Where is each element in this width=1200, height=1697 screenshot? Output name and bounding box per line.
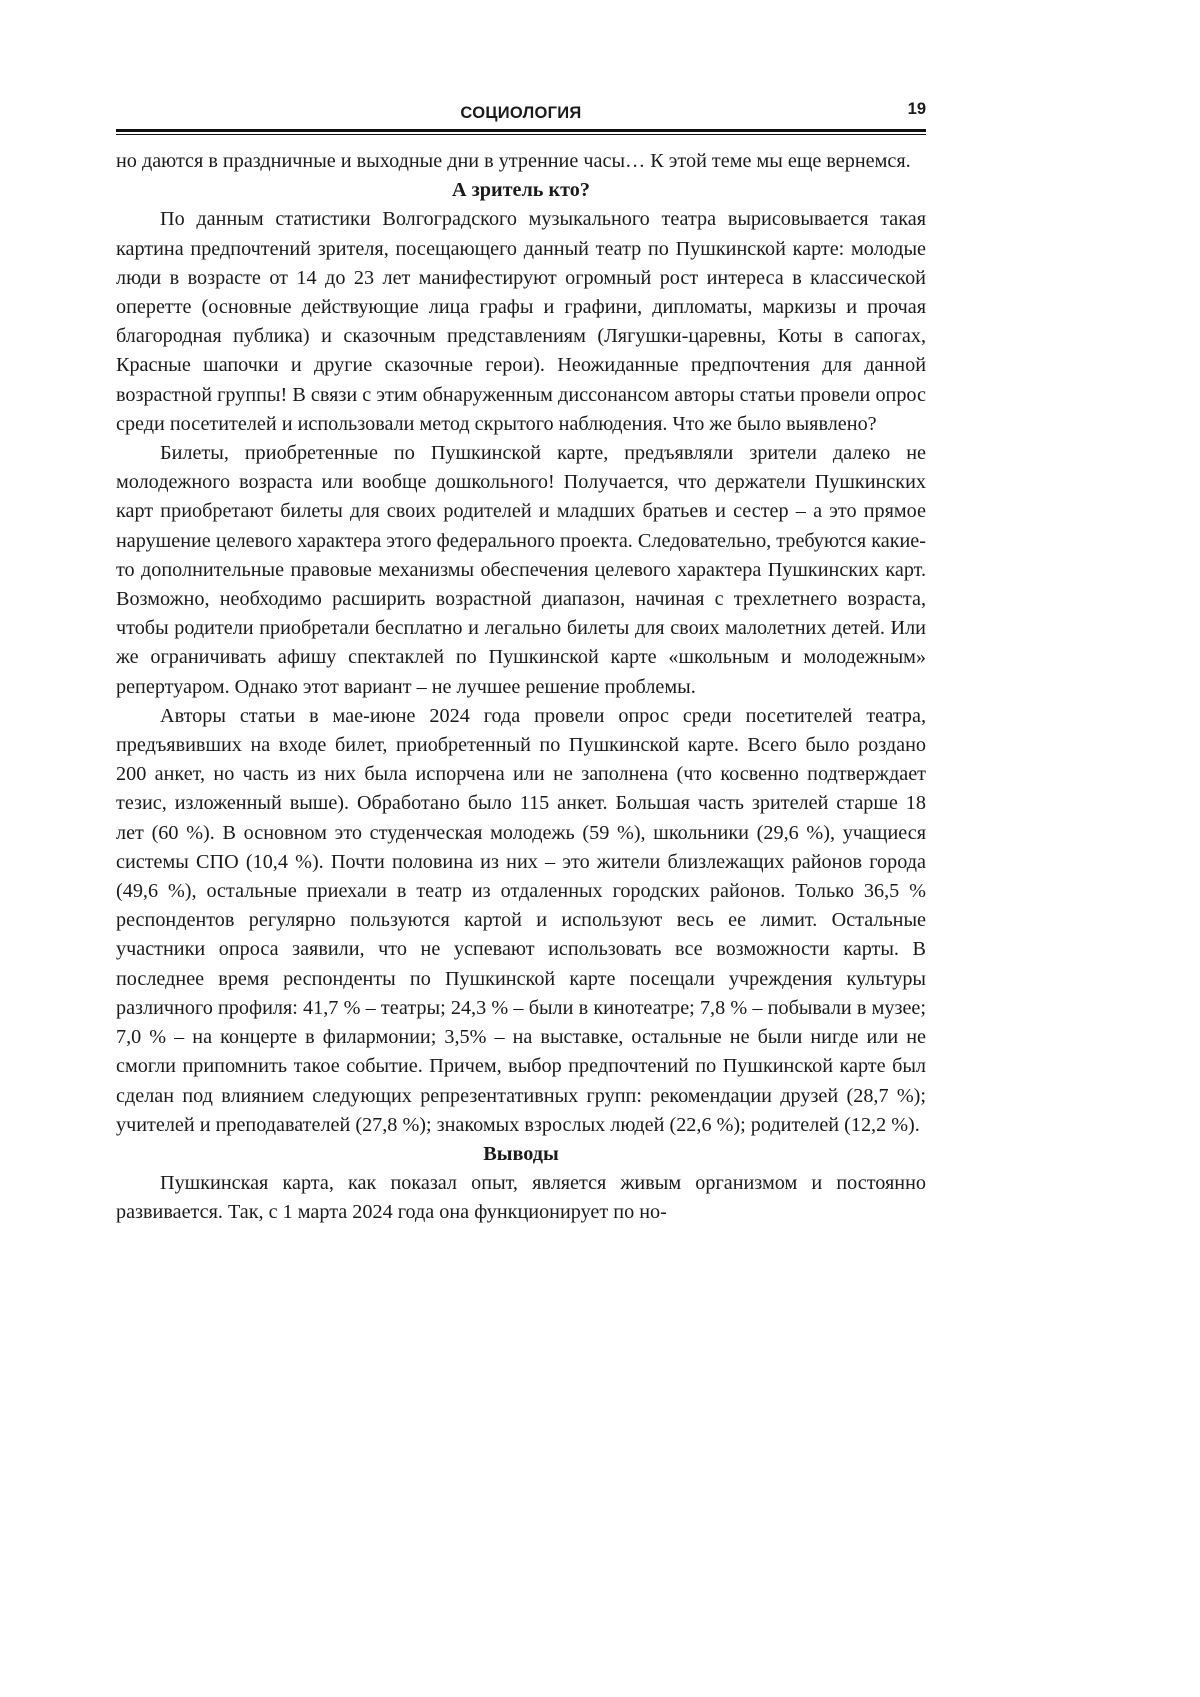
article-body (116, 147, 926, 1228)
section-title: СОЦИОЛОГИЯ (460, 104, 582, 122)
journal-page (116, 96, 926, 1228)
paragraph-continued: но даются в праздничные и выходные дни в утренние часы… К этой теме мы еще вернемся. (116, 150, 911, 172)
subheading-audience: А зритель кто? (452, 179, 590, 202)
page-number: 19 (907, 100, 926, 118)
running-header (116, 96, 926, 126)
paragraph-tickets: Билеты, приобретенные по Пушкинской карте, предъявляли зрители далеко не молодежного возраста или вообще дошкольного! Получается, что держатели Пушкинских карт приобретают билеты для своих родителей и младших братьев и сестер – а это прямое нарушение целевого характера этого федерального проекта. Следовательно, требуются какие-то дополнительные правовые механизмы обеспечения целевого характера Пушкинских карт. Возможно, необходимо расширить возрастной диапазон, начиная с трехлетнего возраста, чтобы родители приобретали бесплатно и легально билеты для своих малолетних детей. Или же ограничивать афишу спектаклей по Пушкинской карте «школьным и молодежным» репертуаром. Однако этот вариант – не лучшее решение проблемы. (116, 442, 926, 698)
paragraph-statistics: По данным статистики Волгоградского музыкального театра вырисовывается такая картина предпочтений зрителя, посещающего данный театр по Пушкинской карте: молодые люди в возрасте от 14 до 23 лет манифестируют огромный рост интереса в классической оперетте (основные действующие лица графы и графини, дипломаты, маркизы и прочая благородная публика) и сказочным представлениям (Лягушки-царевны, Коты в сапогах, Красные шапочки и другие сказочные герои). Неожиданные предпочтения для данной возрастной группы! В связи с этим обнаруженным диссонансом авторы статьи провели опрос среди посетителей и использовали метод скрытого наблюдения. Что же было выявлено? (116, 208, 926, 435)
paragraph-survey: Авторы статьи в мае-июне 2024 года провели опрос среди посетителей театра, предъявивших на входе билет, приобретенный по Пушкинской карте. Всего было роздано 200 анкет, но часть из них была испорчена или не заполнена (что косвенно подтверждает тезис, изложенный выше). Обработано было 115 анкет. Большая часть зрителей старше 18 лет (60 %). В основном это студенческая молодежь (59 %), школьники (29,6 %), учащиеся системы СПО (10,4 %). Почти половина из них – это жители близлежащих районов города (49,6 %), остальные приехали в театр из отдаленных городских районов. Только 36,5 % респондентов регулярно пользуются картой и используют весь ее лимит. Остальные участники опроса заявили, что не успевают использовать все возможности карты. В последнее время респонденты по Пушкинской карте посещали учреждения культуры различного профиля: 41,7 % – театры; 24,3 % – были в кинотеатре; 7,8 % – побывали в музее; 7,0 % – на концерте в филармонии; 3,5% – на выставке, остальные не были нигде или не смогли припомнить такое событие. Причем, выбор предпочтений по Пушкинской карте был сделан под влиянием следующих репрезентативных групп: рекомендации друзей (28,7 %); учителей и преподавателей (27,8 %); знакомых взрослых людей (22,6 %); родителей (12,2 %). (116, 704, 926, 1136)
header-rule-thin (116, 134, 926, 135)
paragraph-conclusions: Пушкинская карта, как показал опыт, является живым организмом и постоянно развивается. Так, с 1 марта 2024 года она функционирует по но- (116, 1172, 926, 1224)
subheading-conclusions: Выводы (483, 1142, 559, 1165)
